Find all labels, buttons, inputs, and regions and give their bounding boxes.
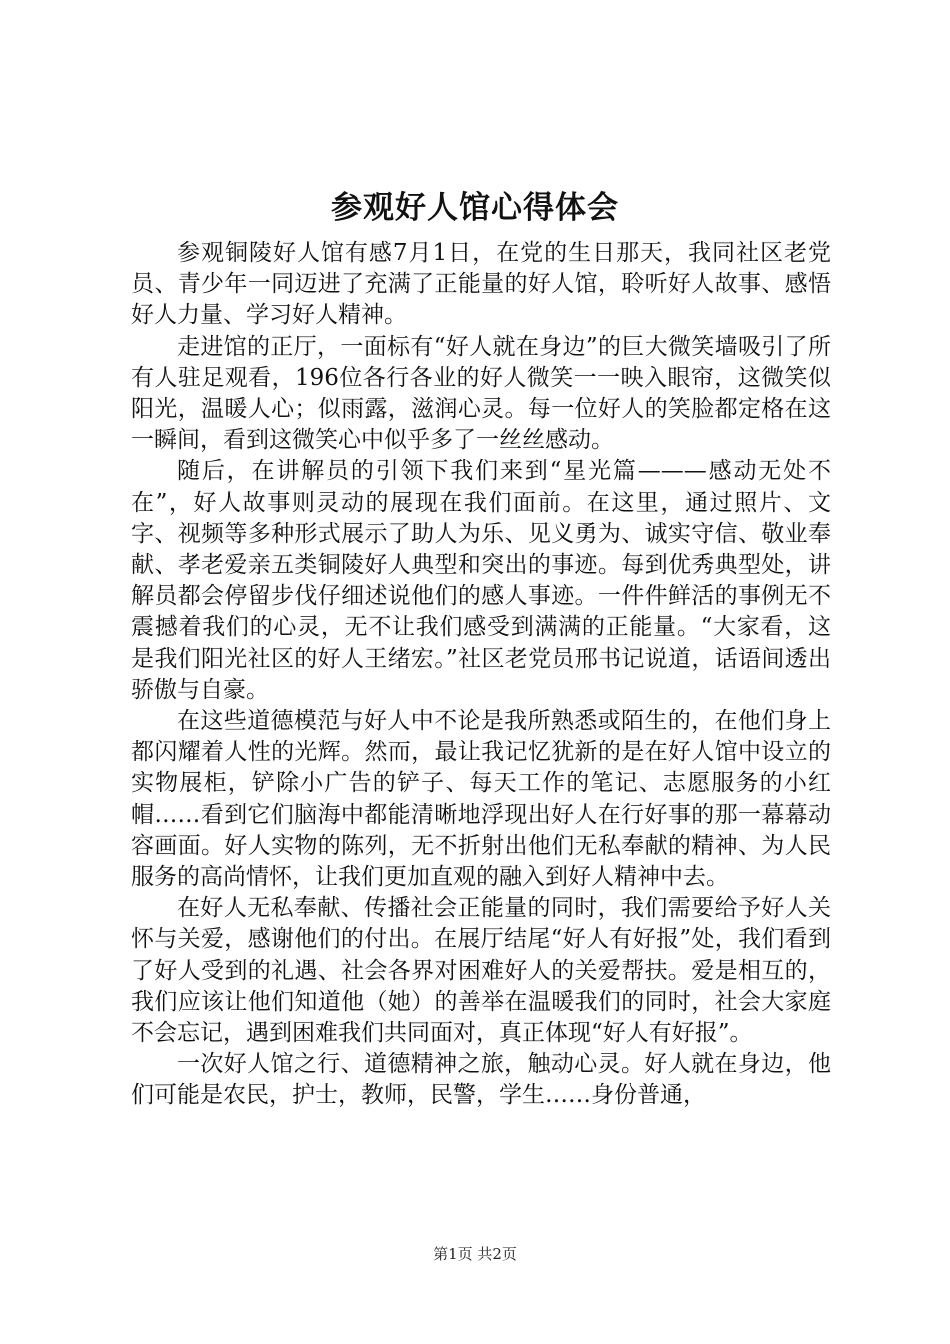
paragraph-2: 走进馆的正厅，一面标有“好人就在身边”的巨大微笑墙吸引了所有人驻足观看，196位各行各业的好人微笑一一映入眼帘，这微笑似阳光，温暖人心；似雨露，滋润心灵。每一位好人的笑脸都定格在这一瞬间，看到这微笑心中似乎多了一丝丝感动。 xyxy=(131,333,831,454)
page-number-footer: 第1页 共2页 xyxy=(433,1245,517,1263)
document-title: 参观好人馆心得体会 xyxy=(331,190,619,226)
paragraph-5: 在好人无私奉献、传播社会正能量的同时，我们需要给予好人关怀与关爱，感谢他们的付出。在展厅结尾“好人有好报”处，我们看到了好人受到的礼遇、社会各界对困难好人的关爱帮扶。爱是相互的，我们应该让他们知道他（她）的善举在温暖我们的同时，社会大家庭不会忘记，遇到困难我们共同面对，真正体现“好人有好报”。 xyxy=(131,895,831,1047)
paragraph-6: 一次好人馆之行、道德精神之旅，触动心灵。好人就在身边，他们可能是农民，护士，教师，民警，学生……身份普通， xyxy=(131,1051,831,1109)
paragraph-1: 参观铜陵好人馆有感7月1日，在党的生日那天，我同社区老党员、青少年一同迈进了充满了正能量的好人馆，聆听好人故事、感悟好人力量、学习好人精神。 xyxy=(131,240,831,329)
paragraph-4: 在这些道德模范与好人中不论是我所熟悉或陌生的，在他们身上都闪耀着人性的光辉。然而，最让我记忆犹新的是在好人馆中设立的实物展柜，铲除小广告的铲子、每天工作的笔记、志愿服务的小红帽……看到它们脑海中都能清晰地浮现出好人在行好事的那一幕幕动容画面。好人实物的陈列，无不折射出他们无私奉献的精神、为人民服务的高尚情怀，让我们更加直观的融入到好人精神中去。 xyxy=(131,708,831,891)
paragraph-3: 随后，在讲解员的引领下我们来到“星光篇———感动无处不在”，好人故事则灵动的展现在我们面前。在这里，通过照片、文字、视频等多种形式展示了助人为乐、见义勇为、诚实守信、敬业奉献、孝老爱亲五类铜陵好人典型和突出的事迹。每到优秀典型处，讲解员都会停留步伐仔细述说他们的感人事迹。一件件鲜活的事例无不震撼着我们的心灵，无不让我们感受到满满的正能量。“大家看，这是我们阳光社区的好人王绪宏。”社区老党员邢书记说道，话语间透出骄傲与自豪。 xyxy=(131,458,831,703)
document-body xyxy=(131,238,831,1112)
